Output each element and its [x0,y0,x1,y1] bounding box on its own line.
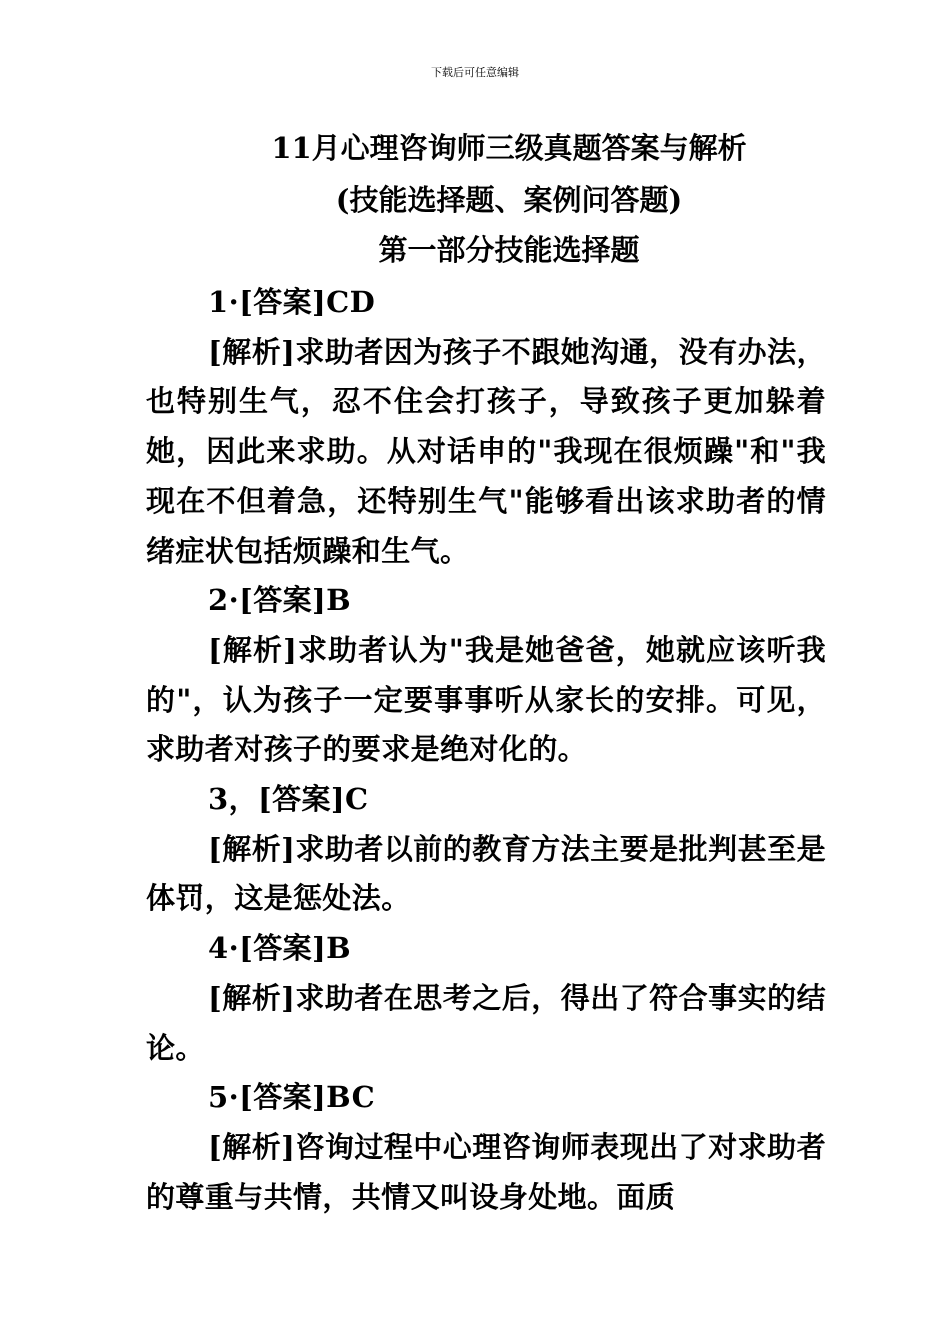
q1-analysis: [解析]求助者因为孩子不跟她沟通，没有办法，也特别生气，忍不住会打孩子，导致孩子更加躲着她，因此来求助。从对话申的"我现在很烦躁"和"我现在不但着急，还特别生气"能够看出该求助者的情绪症状包括烦躁和生气。 [146,334,826,568]
q4-answer: 4·[答案]B [208,931,352,966]
section-heading: 第一部分技能选择题 [378,233,640,267]
answer-list [146,278,826,1222]
q3-analysis: [解析]求助者以前的教育方法主要是批判甚至是体罚，这是惩处法。 [146,831,826,916]
q5-analysis: [解析]咨询过程中心理咨询师表现出了对求助者的尊重与共情，共情又叫设身处地。面质 [146,1129,826,1214]
q2-answer: 2·[答案]B [208,583,352,618]
q2-analysis: [解析]求助者认为"我是她爸爸，她就应该听我的"，认为孩子一定要事事听从家长的安排。可见，求助者对孩子的要求是绝对化的。 [146,632,826,767]
q4-analysis: [解析]求助者在思考之后，得出了符合事实的结论。 [146,980,826,1065]
q5-answer: 5·[答案]BC [208,1080,376,1115]
page-header-note: 下载后可任意编辑 [431,66,519,79]
document-subtitle: (技能选择题、案例问答题) [335,183,683,217]
q3-answer: 3，[答案]C [208,782,369,817]
document-title: 11月心理咨询师三级真题答案与解析 [271,131,747,165]
q1-answer: 1·[答案]CD [208,285,376,319]
